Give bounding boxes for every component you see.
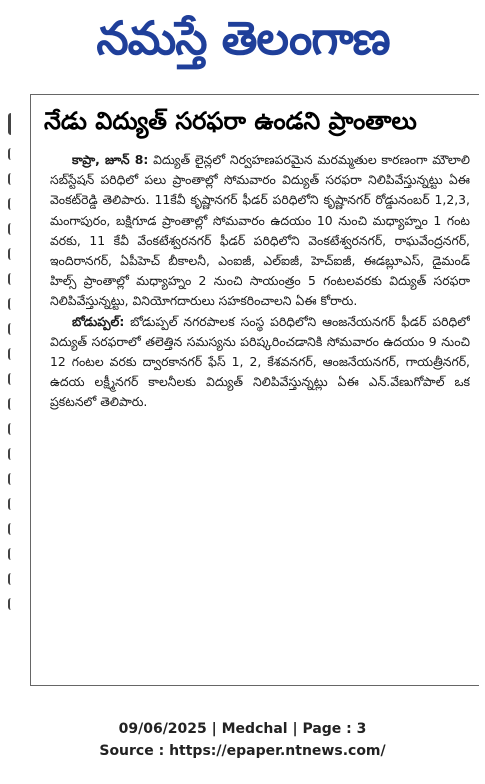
paragraph-text: విద్యుత్ లైన్లలో నిర్వహణపరమైన మరమ్మతుల కారణంగా మౌలాలి సబ్‌స్టేషన్ పరిధిలో పలు ప్రాంతాల్లో సోమవారం విద్యుత్ సరఫరా నిలిపివేస్తున్నట్టు ఏఈ వెంకట్‌రెడ్డి తెలిపారు. 11కేవీ కృష్ణానగర్ ఫీడర్ పరిధిలోని కృష్ణానగర్ రోడ్డునంబర్ 1,2,3, మంగాపురం, బక్షిగూడ ప్రాంతాల్లో సోమవారం ఉదయం 10 నుంచి మధ్యాహ్నం 1 గంట వరకు, 11 కేవీ వేంకటేశ్వరనగర్ ఫీడర్ పరిధిలోని వెంకటేశ్వరనగర్, రాఘవేంద్రనగర్, ఇందిరానగర్, ఏపీహెచ్ బీకాలనీ, ఎంఐజీ, ఎల్ఐజీ, హెచ్ఐజీ, ఈడబ్లూఎస్, డైమండ్ హిల్స్ ప్రాంతాల్లో మధ్యాహ్నం 2 నుంచి సాయంత్రం 5 గంటలవరకు విద్యుత్ సరఫరా నిలిపివేస్తున్నట్టు, వినియోగదారులు సహకరించాలని ఏఈ కోరారు.	[50, 152, 470, 309]
adjacent-column-fragment	[0, 100, 26, 660]
fragment-mark	[8, 323, 24, 335]
article-paragraph	[50, 150, 470, 312]
fragment-mark	[8, 298, 24, 310]
page-footer	[0, 718, 485, 762]
fragment-mark	[8, 373, 24, 385]
article-headline: నేడు విద్యుత్ సరఫరా ఉండని ప్రాంతాలు	[44, 107, 417, 135]
edition-info: 09/06/2025 | Medchal | Page : 3	[118, 721, 367, 737]
fragment-mark	[8, 113, 25, 135]
fragment-mark	[8, 398, 24, 410]
fragment-mark	[8, 173, 24, 185]
dateline: బోడుప్పల్:	[72, 313, 125, 329]
fragment-mark	[8, 473, 24, 485]
source-link[interactable]: Source : https://epaper.ntnews.com/	[99, 743, 386, 759]
dateline: కాప్రా, జూన్ 8:	[72, 152, 149, 167]
fragment-mark	[8, 548, 24, 560]
fragment-mark	[8, 273, 24, 285]
fragment-mark	[8, 248, 24, 260]
fragment-mark	[8, 498, 24, 510]
fragment-mark	[8, 198, 24, 210]
fragment-mark	[8, 148, 24, 160]
article-body	[50, 150, 470, 675]
paragraph-text: బోడుప్పల్ నగరపాలక సంస్థ పరిధిలోని ఆంజనేయనగర్ ఫీడర్ పరిధిలో విద్యుత్ సరఫరాలో తలెత్తిన సమస్యను పరిష్కరించడానికి సోమవారం ఉదయం 9 నుంచి 12 గంటల వరకు ద్వారకానగర్ ఫేస్ 1, 2, కేశవనగర్, ఆంజనేయనగర్, గాయత్రీనగర్, ఉదయ లక్ష్మీనగర్ కాలనీలకు విద్యుత్ నిలిపివేస్తున్నట్లు ఏఈ ఎన్.వేణుగోపాల్ ఒక ప్రకటనలో తెలిపారు.	[50, 313, 470, 410]
fragment-mark	[8, 223, 24, 235]
fragment-mark	[8, 423, 24, 435]
newspaper-masthead: నమస్తే తెలంగాణ	[96, 11, 390, 65]
fragment-mark	[8, 523, 24, 535]
fragment-mark	[8, 448, 24, 460]
fragment-mark	[8, 598, 24, 610]
fragment-mark	[8, 348, 24, 360]
fragment-mark	[8, 573, 24, 585]
article-paragraph	[50, 312, 470, 413]
